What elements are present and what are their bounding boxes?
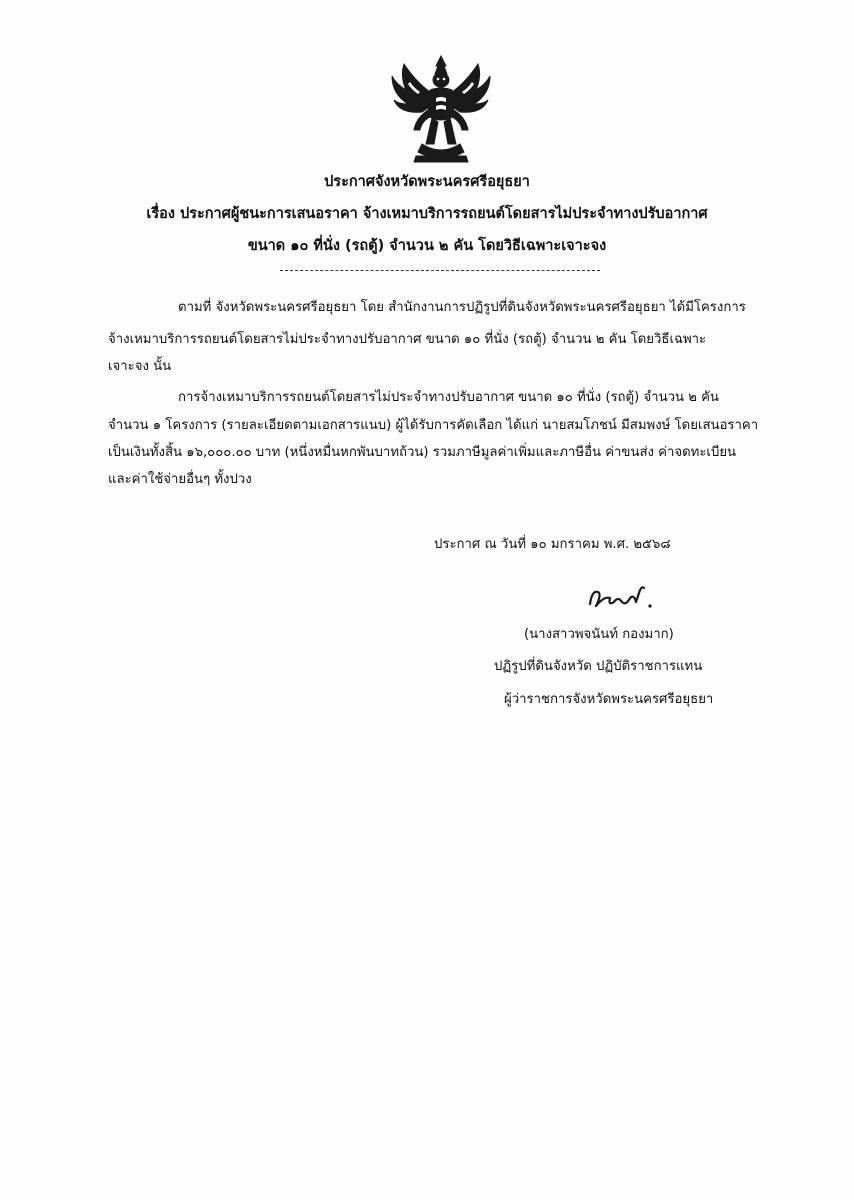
announcement-title: ประกาศจังหวัดพระนครศรีอยุธยา xyxy=(324,174,530,190)
paragraph1-line1: ตามที่ จังหวัดพระนครศรีอยุธยา โดย สำนักงานการปฏิรูปที่ดินจังหวัดพระนครศรีอยุธยา ได้มีโครงการ xyxy=(178,300,746,315)
garuda-emblem-icon xyxy=(386,52,496,172)
paragraph2-line4: และค่าใช้จ่ายอื่นๆ ทั้งปวง xyxy=(108,472,252,487)
announcement-subject: เรื่อง ประกาศผู้ชนะการเสนอราคา จ้างเหมาบริการรถยนต์โดยสารไม่ประจำทางปรับอากาศ xyxy=(146,206,708,222)
signatory-name: (นางสาวพจนันท์ กองมาก) xyxy=(524,627,674,642)
divider-dashed xyxy=(280,270,600,271)
signatory-position-continued: ผู้ว่าราชการจังหวัดพระนครศรีอยุธยา xyxy=(504,692,714,707)
paragraph2-line1: การจ้างเหมาบริการรถยนต์โดยสารไม่ประจำทางปรับอากาศ ขนาด ๑๐ ที่นั่ง (รถตู้) จำนวน ๒ คัน xyxy=(178,390,719,405)
paragraph2-line2: จำนวน ๑ โครงการ (รายละเอียดตามเอกสารแนบ) ผู้ได้รับการคัดเลือก ได้แก่ นายสมโภชน์ มีสมพงษ์ โดยเสนอราคา xyxy=(108,418,759,433)
announcement-subject-continued: ขนาด ๑๐ ที่นั่ง (รถตู้) จำนวน ๒ คัน โดยวิธีเฉพาะเจาะจง xyxy=(247,238,607,254)
handwritten-signature-icon xyxy=(586,576,656,616)
signatory-position: ปฏิรูปที่ดินจังหวัด ปฏิบัติราชการแทน xyxy=(494,659,703,674)
paragraph1-line2: จ้างเหมาบริการรถยนต์โดยสารไม่ประจำทางปรับอากาศ ขนาด ๑๐ ที่นั่ง (รถตู้) จำนวน ๒ คัน โดยวิธีเฉพาะ xyxy=(108,332,707,347)
paragraph2-line3: เป็นเงินทั้งสิ้น ๑๖,๐๐๐.๐๐ บาท (หนึ่งหมื่นหกพันบาทถ้วน) รวมภาษีมูลค่าเพิ่มและภาษีอื่น ค่าขนส่ง ค่าจดทะเบียน xyxy=(108,445,737,460)
paragraph1-line3: เจาะจง นั้น xyxy=(108,359,172,374)
announcement-date: ประกาศ ณ วันที่ ๑๐ มกราคม พ.ศ. ๒๕๖๘ xyxy=(434,537,671,552)
